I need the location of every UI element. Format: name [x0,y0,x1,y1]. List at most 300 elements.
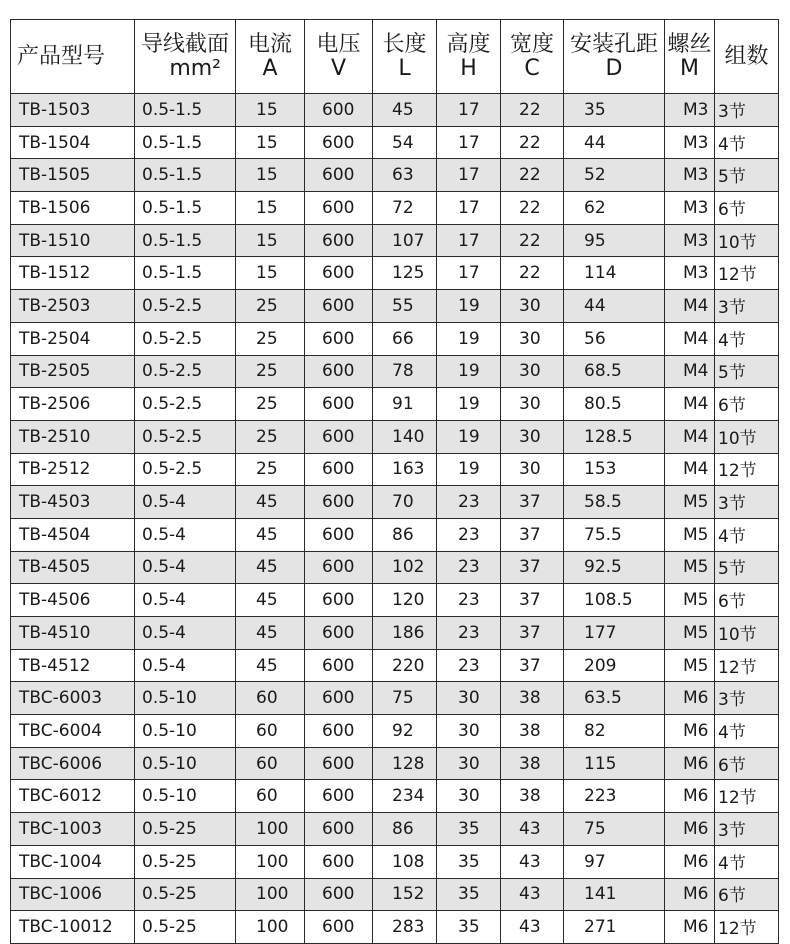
cell-current: 100 [236,813,305,846]
cell-current: 15 [236,94,305,127]
table-row [11,322,779,355]
cell-wire-section: 0.5-1.5 [135,224,236,257]
cell-hole-spacing: 108.5 [564,584,665,617]
cell-screw: M3 [665,257,715,290]
table-row [11,192,779,225]
cell-groups: 5节 [715,355,779,388]
cell-length: 220 [373,649,437,682]
cell-wire-section: 0.5-2.5 [135,420,236,453]
cell-model: TB-1510 [11,224,135,257]
cell-model: TB-2506 [11,388,135,421]
cell-wire-section: 0.5-4 [135,551,236,584]
cell-width: 38 [501,780,564,813]
header-model [11,20,135,94]
spec-table-container [10,19,779,944]
cell-length: 234 [373,780,437,813]
cell-voltage: 600 [305,845,373,878]
cell-hole-spacing: 52 [564,159,665,192]
cell-hole-spacing: 92.5 [564,551,665,584]
cell-current: 15 [236,192,305,225]
cell-hole-spacing: 97 [564,845,665,878]
cell-current: 25 [236,420,305,453]
cell-length: 125 [373,257,437,290]
cell-current: 25 [236,453,305,486]
header-width-label: 宽度 [509,31,554,57]
table-row [11,747,779,780]
table-row [11,780,779,813]
cell-groups: 6节 [715,584,779,617]
cell-height: 35 [437,878,501,911]
cell-voltage: 600 [305,747,373,780]
cell-voltage: 600 [305,355,373,388]
cell-height: 19 [437,388,501,421]
cell-width: 30 [501,420,564,453]
cell-length: 92 [373,715,437,748]
cell-current: 45 [236,486,305,519]
cell-hole-spacing: 82 [564,715,665,748]
cell-height: 35 [437,911,501,944]
cell-voltage: 600 [305,878,373,911]
cell-width: 38 [501,715,564,748]
header-height [437,20,501,94]
cell-model: TBC-6003 [11,682,135,715]
cell-wire-section: 0.5-2.5 [135,355,236,388]
cell-width: 43 [501,911,564,944]
cell-height: 23 [437,617,501,650]
cell-width: 37 [501,518,564,551]
cell-height: 17 [437,94,501,127]
table-row [11,649,779,682]
cell-length: 163 [373,453,437,486]
cell-wire-section: 0.5-25 [135,845,236,878]
cell-screw: M5 [665,518,715,551]
cell-model: TB-1503 [11,94,135,127]
cell-width: 37 [501,617,564,650]
cell-height: 35 [437,845,501,878]
table-row [11,126,779,159]
cell-voltage: 600 [305,911,373,944]
cell-width: 37 [501,551,564,584]
header-wire-section [135,20,236,94]
cell-voltage: 600 [305,159,373,192]
cell-groups: 4节 [715,518,779,551]
table-row [11,813,779,846]
cell-height: 23 [437,486,501,519]
cell-model: TB-4512 [11,649,135,682]
table-row [11,420,779,453]
cell-width: 22 [501,94,564,127]
cell-voltage: 600 [305,813,373,846]
cell-voltage: 600 [305,780,373,813]
table-row [11,911,779,944]
header-screw [665,20,715,94]
cell-width: 22 [501,126,564,159]
cell-screw: M5 [665,649,715,682]
cell-groups: 4节 [715,845,779,878]
cell-height: 19 [437,420,501,453]
cell-screw: M6 [665,878,715,911]
header-length-label: 长度 [382,31,427,57]
table-row [11,845,779,878]
cell-voltage: 600 [305,192,373,225]
cell-groups: 5节 [715,159,779,192]
table-row [11,715,779,748]
cell-current: 100 [236,845,305,878]
cell-screw: M6 [665,780,715,813]
cell-hole-spacing: 95 [564,224,665,257]
cell-length: 102 [373,551,437,584]
header-length-unit: L [398,55,411,81]
cell-wire-section: 0.5-10 [135,715,236,748]
cell-groups: 6节 [715,747,779,780]
cell-height: 30 [437,780,501,813]
cell-current: 45 [236,584,305,617]
cell-voltage: 600 [305,322,373,355]
spec-table-body [11,94,779,944]
cell-voltage: 600 [305,257,373,290]
table-row [11,486,779,519]
cell-wire-section: 0.5-10 [135,682,236,715]
cell-current: 25 [236,388,305,421]
cell-screw: M6 [665,715,715,748]
cell-height: 23 [437,518,501,551]
cell-height: 30 [437,682,501,715]
cell-model: TB-2504 [11,322,135,355]
cell-voltage: 600 [305,453,373,486]
cell-voltage: 600 [305,649,373,682]
cell-model: TB-2512 [11,453,135,486]
table-row [11,159,779,192]
header-groups [715,20,779,94]
cell-screw: M4 [665,290,715,323]
cell-model: TB-2503 [11,290,135,323]
cell-width: 22 [501,159,564,192]
table-row [11,388,779,421]
table-row [11,257,779,290]
cell-screw: M3 [665,224,715,257]
cell-screw: M5 [665,486,715,519]
header-length [373,20,437,94]
cell-voltage: 600 [305,617,373,650]
cell-groups: 10节 [715,420,779,453]
cell-screw: M6 [665,845,715,878]
cell-hole-spacing: 153 [564,453,665,486]
cell-current: 25 [236,355,305,388]
cell-groups: 3节 [715,486,779,519]
cell-length: 128 [373,747,437,780]
cell-wire-section: 0.5-4 [135,518,236,551]
cell-hole-spacing: 44 [564,126,665,159]
header-wire-unit: mm² [169,55,221,81]
cell-length: 45 [373,94,437,127]
cell-current: 100 [236,878,305,911]
table-row [11,518,779,551]
cell-current: 25 [236,290,305,323]
table-row [11,355,779,388]
cell-length: 140 [373,420,437,453]
cell-length: 86 [373,518,437,551]
cell-current: 60 [236,780,305,813]
cell-width: 30 [501,322,564,355]
cell-width: 22 [501,257,564,290]
cell-voltage: 600 [305,420,373,453]
cell-screw: M3 [665,192,715,225]
cell-screw: M5 [665,584,715,617]
header-wire-label: 导线截面 [140,31,229,57]
cell-length: 91 [373,388,437,421]
header-voltage [305,20,373,94]
cell-voltage: 600 [305,518,373,551]
cell-current: 45 [236,617,305,650]
cell-wire-section: 0.5-1.5 [135,159,236,192]
cell-hole-spacing: 75.5 [564,518,665,551]
cell-model: TBC-6012 [11,780,135,813]
table-row [11,617,779,650]
cell-length: 186 [373,617,437,650]
cell-hole-spacing: 209 [564,649,665,682]
cell-groups: 12节 [715,911,779,944]
cell-length: 72 [373,192,437,225]
cell-current: 45 [236,551,305,584]
cell-groups: 3节 [715,94,779,127]
cell-current: 15 [236,224,305,257]
header-height-label: 高度 [446,31,491,57]
cell-current: 15 [236,126,305,159]
cell-width: 37 [501,486,564,519]
cell-wire-section: 0.5-10 [135,780,236,813]
header-current-unit: A [262,55,278,81]
cell-model: TB-1505 [11,159,135,192]
header-height-unit: H [460,55,477,81]
cell-model: TB-2510 [11,420,135,453]
cell-height: 35 [437,813,501,846]
cell-groups: 4节 [715,126,779,159]
cell-hole-spacing: 128.5 [564,420,665,453]
cell-wire-section: 0.5-1.5 [135,257,236,290]
cell-groups: 10节 [715,224,779,257]
cell-model: TB-1506 [11,192,135,225]
header-current-label: 电流 [247,31,292,57]
cell-voltage: 600 [305,290,373,323]
cell-current: 45 [236,649,305,682]
cell-height: 19 [437,322,501,355]
cell-wire-section: 0.5-2.5 [135,453,236,486]
cell-groups: 6节 [715,192,779,225]
cell-wire-section: 0.5-4 [135,486,236,519]
cell-groups: 3节 [715,813,779,846]
cell-width: 43 [501,813,564,846]
cell-screw: M3 [665,159,715,192]
cell-width: 30 [501,355,564,388]
cell-wire-section: 0.5-2.5 [135,290,236,323]
table-row [11,682,779,715]
cell-height: 17 [437,192,501,225]
header-voltage-unit: V [330,55,347,81]
cell-model: TBC-1004 [11,845,135,878]
cell-groups: 12节 [715,257,779,290]
cell-model: TB-4503 [11,486,135,519]
table-row [11,453,779,486]
cell-hole-spacing: 271 [564,911,665,944]
cell-wire-section: 0.5-4 [135,584,236,617]
cell-voltage: 600 [305,94,373,127]
cell-height: 30 [437,715,501,748]
cell-voltage: 600 [305,388,373,421]
cell-wire-section: 0.5-1.5 [135,94,236,127]
cell-groups: 3节 [715,682,779,715]
cell-width: 38 [501,682,564,715]
header-model-label: 产品型号 [17,43,106,69]
table-row [11,290,779,323]
cell-groups: 3节 [715,290,779,323]
cell-hole-spacing: 62 [564,192,665,225]
cell-height: 23 [437,584,501,617]
cell-length: 86 [373,813,437,846]
cell-hole-spacing: 115 [564,747,665,780]
cell-screw: M4 [665,420,715,453]
cell-wire-section: 0.5-4 [135,617,236,650]
cell-length: 55 [373,290,437,323]
cell-length: 283 [373,911,437,944]
cell-screw: M6 [665,747,715,780]
cell-hole-spacing: 68.5 [564,355,665,388]
cell-width: 30 [501,388,564,421]
cell-hole-spacing: 223 [564,780,665,813]
cell-model: TBC-1003 [11,813,135,846]
cell-hole-spacing: 75 [564,813,665,846]
cell-model: TB-2505 [11,355,135,388]
cell-height: 19 [437,290,501,323]
cell-model: TBC-10012 [11,911,135,944]
header-width [501,20,564,94]
cell-model: TBC-6006 [11,747,135,780]
cell-voltage: 600 [305,224,373,257]
cell-height: 17 [437,126,501,159]
cell-height: 30 [437,747,501,780]
cell-wire-section: 0.5-25 [135,911,236,944]
cell-height: 23 [437,551,501,584]
table-row [11,224,779,257]
cell-groups: 12节 [715,649,779,682]
cell-height: 17 [437,257,501,290]
cell-current: 25 [236,322,305,355]
header-voltage-label: 电压 [316,31,361,57]
cell-hole-spacing: 141 [564,878,665,911]
cell-groups: 12节 [715,453,779,486]
cell-model: TB-4504 [11,518,135,551]
table-row [11,584,779,617]
cell-screw: M6 [665,813,715,846]
cell-model: TBC-1006 [11,878,135,911]
cell-model: TB-1512 [11,257,135,290]
cell-height: 17 [437,224,501,257]
cell-wire-section: 0.5-4 [135,649,236,682]
cell-screw: M5 [665,551,715,584]
cell-groups: 10节 [715,617,779,650]
cell-height: 17 [437,159,501,192]
cell-length: 107 [373,224,437,257]
cell-hole-spacing: 63.5 [564,682,665,715]
cell-length: 78 [373,355,437,388]
cell-model: TB-4510 [11,617,135,650]
cell-length: 120 [373,584,437,617]
cell-length: 54 [373,126,437,159]
cell-voltage: 600 [305,486,373,519]
cell-groups: 4节 [715,322,779,355]
cell-voltage: 600 [305,126,373,159]
cell-hole-spacing: 44 [564,290,665,323]
cell-hole-spacing: 177 [564,617,665,650]
cell-screw: M3 [665,126,715,159]
header-hole-spacing [564,20,665,94]
cell-width: 37 [501,649,564,682]
cell-voltage: 600 [305,551,373,584]
cell-current: 45 [236,518,305,551]
cell-screw: M5 [665,617,715,650]
cell-groups: 12节 [715,780,779,813]
cell-length: 66 [373,322,437,355]
cell-model: TBC-6004 [11,715,135,748]
cell-screw: M4 [665,355,715,388]
cell-wire-section: 0.5-25 [135,813,236,846]
cell-hole-spacing: 80.5 [564,388,665,421]
header-current [236,20,305,94]
header-hole-unit: D [605,55,623,81]
cell-voltage: 600 [305,584,373,617]
cell-width: 22 [501,192,564,225]
header-screw-unit: M [680,55,699,81]
cell-width: 43 [501,878,564,911]
cell-hole-spacing: 114 [564,257,665,290]
cell-height: 19 [437,355,501,388]
cell-model: TB-4506 [11,584,135,617]
cell-width: 37 [501,584,564,617]
header-width-unit: C [524,55,540,81]
cell-screw: M6 [665,911,715,944]
cell-screw: M4 [665,322,715,355]
cell-wire-section: 0.5-1.5 [135,192,236,225]
table-row [11,94,779,127]
spec-table [10,19,779,944]
cell-hole-spacing: 35 [564,94,665,127]
cell-wire-section: 0.5-10 [135,747,236,780]
cell-current: 15 [236,257,305,290]
cell-current: 60 [236,682,305,715]
cell-model: TB-1504 [11,126,135,159]
cell-current: 60 [236,747,305,780]
cell-width: 22 [501,224,564,257]
cell-height: 23 [437,649,501,682]
cell-voltage: 600 [305,715,373,748]
cell-model: TB-4505 [11,551,135,584]
cell-current: 60 [236,715,305,748]
cell-current: 15 [236,159,305,192]
cell-length: 70 [373,486,437,519]
cell-groups: 5节 [715,551,779,584]
header-hole-label: 安装孔距 [569,31,658,57]
cell-hole-spacing: 58.5 [564,486,665,519]
cell-screw: M3 [665,94,715,127]
cell-length: 108 [373,845,437,878]
header-groups-label: 组数 [724,43,769,69]
header-screw-label: 螺丝 [667,31,712,57]
cell-groups: 4节 [715,715,779,748]
cell-length: 152 [373,878,437,911]
table-row [11,551,779,584]
cell-width: 43 [501,845,564,878]
cell-width: 30 [501,290,564,323]
cell-hole-spacing: 56 [564,322,665,355]
